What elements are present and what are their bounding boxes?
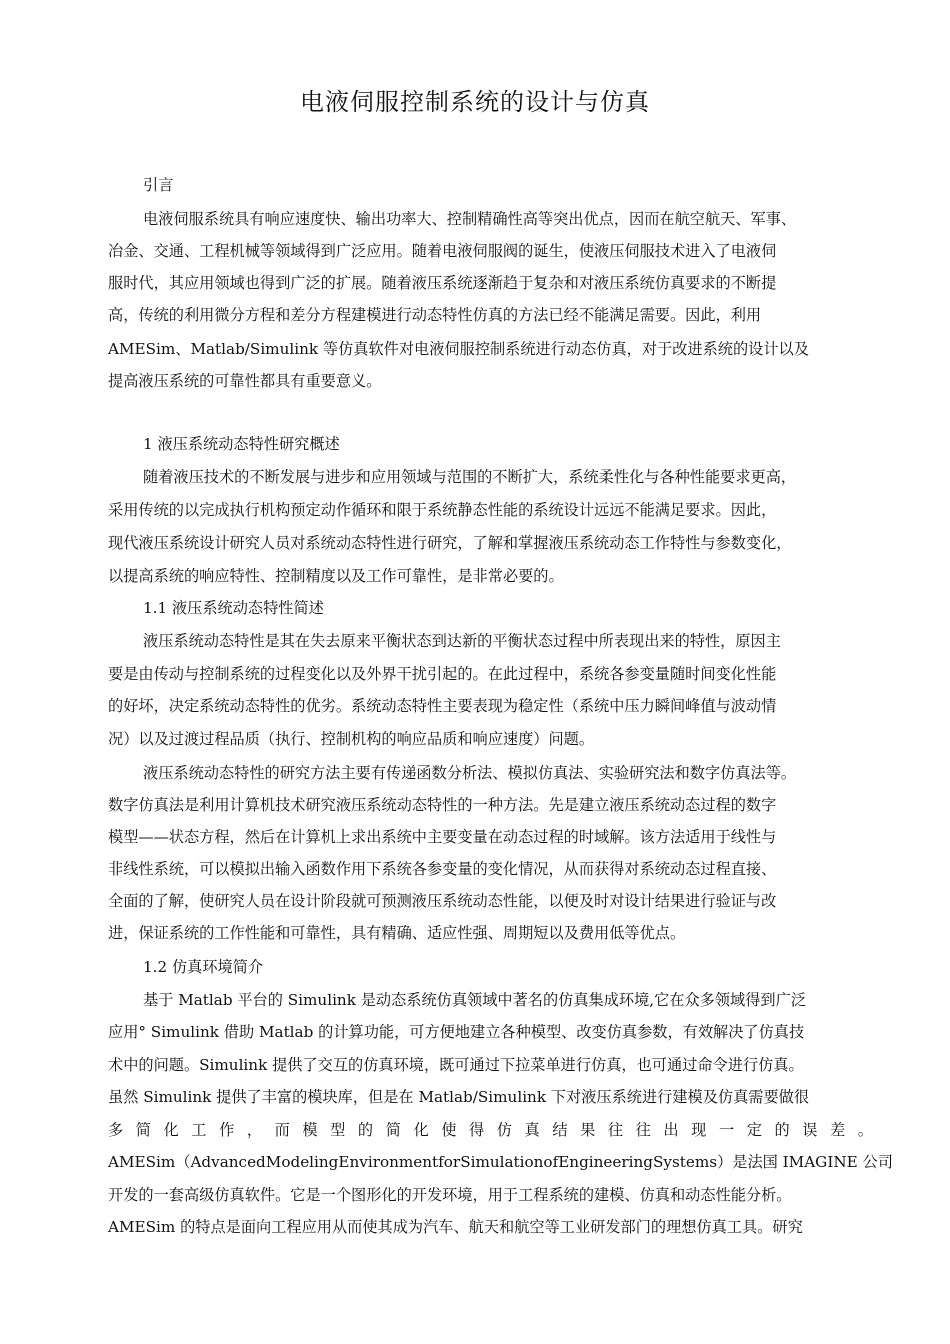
paragraph-line: 液压系统动态特性的研究方法主要有传递函数分析法、模拟仿真法、实验研究法和数字仿真法等。	[143, 764, 797, 782]
section-heading-1-2: 1.2 仿真环境简介	[143, 958, 264, 976]
paragraph-line: 高，传统的利用微分方程和差分方程建模进行动态特性仿真的方法已经不能满足需要。因此，利用	[108, 306, 762, 324]
paragraph-line-spaced: 多 简 化 工 作 ， 而 模 型 的 简 化 使 得 仿 真 结 果 往 往 出 现 一 定 的 误 差 。	[108, 1121, 873, 1139]
paragraph-line: 采用传统的以完成执行机构预定动作循环和限于系统静态性能的系统设计远远不能满足要求。因此，	[108, 501, 777, 519]
document-title: 电液伺服控制系统的设计与仿真	[300, 88, 650, 116]
section-heading-1: 1 液压系统动态特性研究概述	[143, 435, 340, 453]
paragraph-line: 开发的一套高级仿真软件。它是一个图形化的开发环境，用于工程系统的建模、仿真和动态性能分析。	[108, 1186, 792, 1204]
paragraph-line: 应用° Simulink 借助 Matlab 的计算功能，可方便地建立各种模型、改变仿真参数，有效解决了仿真技	[108, 1023, 805, 1041]
paragraph-line: 虽然 Simulink 提供了丰富的模块库，但是在 Matlab/Simulink 下对液压系统进行建模及仿真需要做很	[108, 1088, 810, 1106]
paragraph-line: 术中的问题。Simulink 提供了交互的仿真环境，既可通过下拉菜单进行仿真，也可通过命令进行仿真。	[108, 1056, 804, 1074]
paragraph-line: 以提高系统的响应特性、控制精度以及工作可靠性，是非常必要的。	[108, 567, 564, 585]
section-heading-intro: 引言	[143, 176, 174, 194]
paragraph-line: 基于 Matlab 平台的 Simulink 是动态系统仿真领域中著名的仿真集成环境,它在众多领域得到广泛	[143, 991, 806, 1009]
paragraph-line: 全面的了解，使研究人员在设计阶段就可预测液压系统动态性能，以便及时对设计结果进行验证与改	[108, 892, 777, 910]
paragraph-line: 要是由传动与控制系统的过程变化以及外界干扰引起的。在此过程中，系统各参变量随时间变化性能	[108, 665, 777, 683]
paragraph-line: AMESim（AdvancedModelingEnvironmentforSimulationofEngineeringSystems）是法国 IMAGINE 公司	[108, 1153, 893, 1171]
section-heading-1-1: 1.1 液压系统动态特性简述	[143, 599, 324, 617]
paragraph-line: 服时代，其应用领域也得到广泛的扩展。随着液压系统逐渐趋于复杂和对液压系统仿真要求的不断提	[108, 274, 777, 292]
paragraph-line: AMESim、Matlab/Simulink 等仿真软件对电液伺服控制系统进行动态仿真，对于改进系统的设计以及	[108, 340, 809, 358]
paragraph-line: 提高液压系统的可靠性都具有重要意义。	[108, 372, 382, 390]
paragraph-line: 数字仿真法是利用计算机技术研究液压系统动态特性的一种方法。先是建立液压系统动态过程的数字	[108, 796, 777, 814]
paragraph-line: 模型——状态方程，然后在计算机上求出系统中主要变量在动态过程的时域解。该方法适用于线性与	[108, 828, 777, 846]
paragraph-line: 的好坏，决定系统动态特性的优劣。系统动态特性主要表现为稳定性（系统中压力瞬间峰值与波动情	[108, 697, 777, 715]
paragraph-line: 随着液压技术的不断发展与进步和应用领域与范围的不断扩大，系统柔性化与各种性能要求更高，	[143, 468, 797, 486]
paragraph-line: 进，保证系统的工作性能和可靠性，具有精确、适应性强、周期短以及费用低等优点。	[108, 924, 686, 942]
paragraph-line: AMESim 的特点是面向工程应用从而使其成为汽车、航天和航空等工业研发部门的理想仿真工具。研究	[108, 1218, 803, 1236]
paragraph-line: 况）以及过渡过程品质（执行、控制机构的响应品质和响应速度）问题。	[108, 730, 594, 748]
paragraph-line: 液压系统动态特性是其在失去原来平衡状态到达新的平衡状态过程中所表现出来的特性，原因主	[143, 632, 781, 650]
paragraph-line: 冶金、交通、工程机械等领域得到广泛应用。随着电液伺服阀的诞生，使液压伺服技术进入了电液伺	[108, 242, 777, 260]
paragraph-line: 电液伺服系统具有响应速度快、输出功率大、控制精确性高等突出优点，因而在航空航天、军事、	[143, 210, 797, 228]
paragraph-line: 现代液压系统设计研究人员对系统动态特性进行研究，了解和掌握液压系统动态工作特性与参数变化，	[108, 534, 792, 552]
paragraph-line: 非线性系统，可以模拟出输入函数作用下系统各参变量的变化情况，从而获得对系统动态过程直接、	[108, 860, 777, 878]
